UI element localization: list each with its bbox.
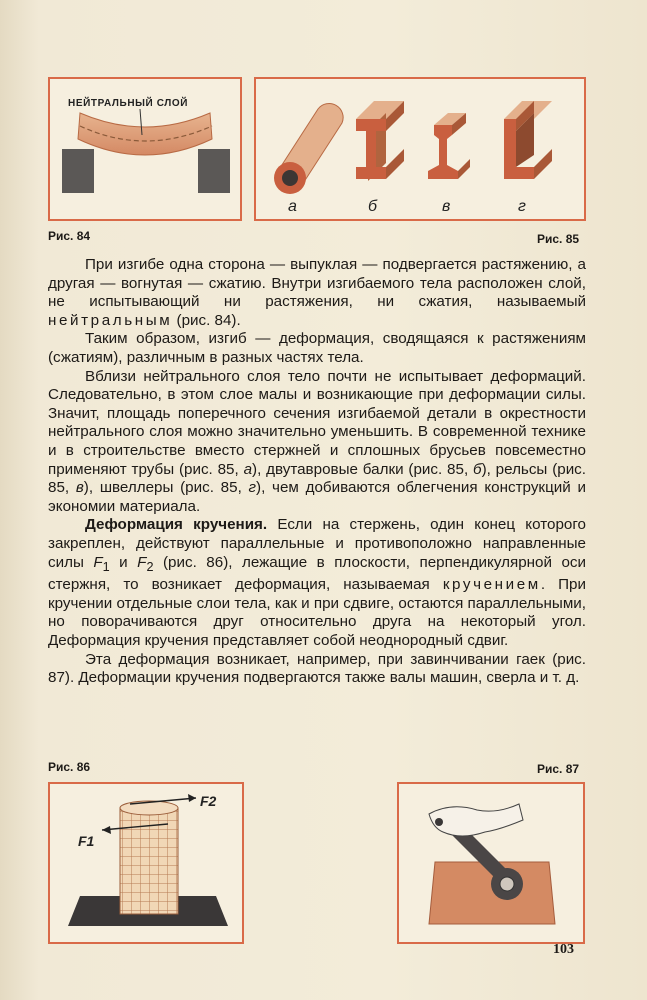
figure-86 <box>48 782 244 944</box>
paragraph-2: Таким образом, изгиб — деформация, сводящаяся к растяжениям (сжатиям), различным в разных частях тела. <box>48 330 586 366</box>
f1-label: F1 <box>78 833 95 849</box>
hand <box>429 804 523 836</box>
beam-bending-illustration <box>50 79 240 219</box>
right-support <box>198 149 230 193</box>
caption-fig85: Рис. 85 <box>537 232 580 246</box>
rail-profile <box>428 113 470 179</box>
nut <box>500 877 514 891</box>
figure-85 <box>254 77 586 221</box>
neutral-layer-label: НЕЙТРАЛЬНЫЙ СЛОЙ <box>68 98 189 109</box>
caption-fig86: Рис. 86 <box>48 760 91 774</box>
cylinder-top <box>120 801 178 815</box>
figure-87 <box>397 782 585 944</box>
paragraph-3: Вблизи нейтрального слоя тело почти не испытывает деформаций. Следовательно, в этом слое малы и возникающие при деформации силы. Значит, площадь поперечного сечения изгибаемой детали в окрестности нейтрального слоя можно значительно уменьшить. В современной технике и в строительстве вместо стержней и сплошных брусьев повсеместно применяют трубы (рис. 85, а), двутавровые балки (рис. 85, б), рельсы (рис. 85, в), швеллеры (рис. 85, г), чем добиваются облегчения конструкций и экономии материала. <box>48 367 586 515</box>
paragraph-5: Эта деформация возникает, например, при завинчивании гаек (рис. 87). Деформации кручения подвергаются также валы машин, сверла и т. д. <box>48 650 586 687</box>
label-a: а <box>288 198 297 215</box>
i-beam-profile <box>356 101 404 181</box>
channel-profile <box>504 101 552 179</box>
torsion-illustration <box>50 784 242 942</box>
profiles-illustration <box>256 79 584 219</box>
f2-label: F2 <box>200 793 217 809</box>
label-b: б <box>368 198 377 215</box>
caption-fig87: Рис. 87 <box>537 762 580 776</box>
caption-fig84: Рис. 84 <box>48 229 91 243</box>
body-text <box>48 256 586 688</box>
label-v: в <box>442 198 451 215</box>
cylinder <box>120 808 178 914</box>
page-number: 103 <box>553 942 574 957</box>
paragraph-1: При изгибе одна сторона — выпуклая — подвергается растяжению, а другая — вогнутая — сжатию. Внутри изгибаемого тела расположен слой, не испытывающий ни растяжения, ни сжатия, называемый нейтральным (рис. 84). <box>48 256 586 329</box>
tube-profile <box>274 103 343 194</box>
section-heading: Деформация кручения. <box>85 516 268 534</box>
paragraph-4: Деформация кручения. Если на стержень, один конец которого закреплен, действуют параллельные и противоположно направленные силы $F_1$ и $F_2$ (рис. 86), лежащие в плоскости, перпендикулярной оси стержня, то возникает деформация, называемая кручением. При кручении отдельные слои тела, как и при сдвиге, остаются параллельными, но поворачиваются друг относительно друга на некоторый угол. Деформация кручения представляет собой неоднородный сдвиг. <box>48 516 586 649</box>
left-support <box>62 149 94 193</box>
wrench-illustration <box>399 784 583 942</box>
figure-84 <box>48 77 242 221</box>
label-g: г <box>518 198 526 215</box>
